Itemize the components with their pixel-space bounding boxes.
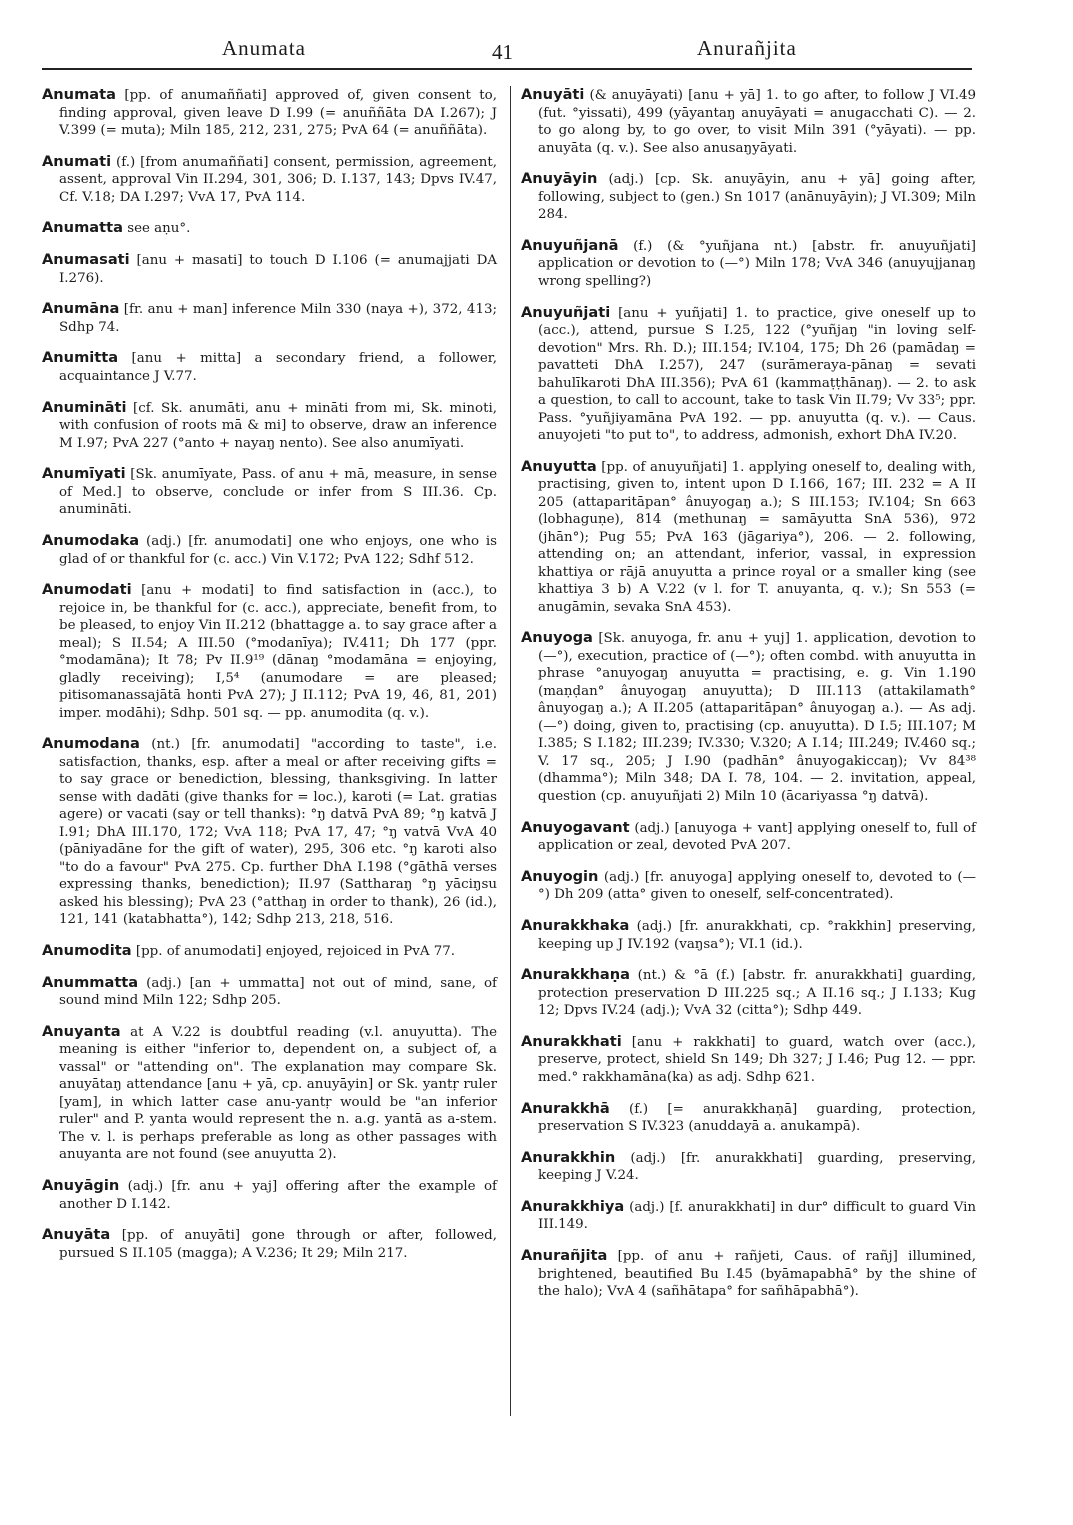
dictionary-entry xyxy=(42,153,497,207)
entry-headword: Anuyanta xyxy=(42,1022,121,1040)
entry-headword: Anumināti xyxy=(42,398,127,416)
entry-body: (adj.) [an + ummatta] not out of mind, sane, of sound mind Miln 122; Sdhp 205. xyxy=(59,975,497,1009)
entry-headword: Anurakkhin xyxy=(521,1148,616,1166)
column-divider xyxy=(510,86,511,1416)
dictionary-entry xyxy=(42,300,497,336)
running-header xyxy=(0,36,1073,68)
dictionary-entry xyxy=(42,1023,497,1164)
dictionary-entry xyxy=(521,966,976,1020)
entry-headword: Anurakkhati xyxy=(521,1032,622,1050)
entry-body: [anu + modati] to find satisfaction in (acc.), to rejoice in, be thankful for (c. acc.), appreciate, benefit from, to be pleased, to enjoy Vin II.212 (bhattagge a. to say grace after a meal); S II.54; A III.50 (°modanīya); IV.411; Dh 177 (ppr. °modamāna); It 78; Pv II.9¹⁹ (dānaŋ °modamāna = enjoying, gladly receiving); I,5⁴ (anumodare = are pleased; pitisomanassajātā honti PvA 27); J II.112; PvA 19, 46, 81, 201) imper. modāhi); Sdhp. 501 sq. — pp. anumodita (q. v.). xyxy=(59,583,497,721)
dictionary-entry xyxy=(521,1247,976,1301)
dictionary-entry xyxy=(521,917,976,953)
entry-body: at A V.22 is doubtful reading (v.l. anuyutta). The meaning is either "inferior to, dependent on, a subject of, a vassal" or "attending on". The explanation may compare Sk. anuyātaŋ attendance [anu + yā, cp. anuyāyin] or Sk. yantṛ ruler [yam], in which latter case anu-yantṛ would be "an inferior ruler" and P. yanta would represent the n. a.g. yantā as a-stem. The v. l. is perhaps preferable as long as other passages with anuyanta are not found (see anuyutta 2). xyxy=(59,1024,497,1163)
entry-headword: Anuyāgin xyxy=(42,1177,120,1195)
entry-body: [anu + yuñjati] 1. to practice, give oneself up to (acc.), attend, pursue S I.25, 122 (°yuñjaŋ "in loving self-devotion" Mrs. Rh. D.); III.154; IV.104, 175; Dh 26 (pamādaŋ = pavatteti DhA I.257), 247 (surāmeraya-pānaŋ = sevati bahulīkaroti DhA III.356); PvA 61 (kammaṭṭhānaŋ). — 2. to ask a question, to call to account, take to task Vin II.79; Vv 33⁵; ppr. Pass. °yuñjiyamāna PvA 192. — pp. anuyutta (q. v.). — Caus. anuyojeti "to put to", to address, admonish, exhort DhA IV.20. xyxy=(538,305,976,444)
dictionary-entry xyxy=(42,532,497,568)
entry-body: (f.) (& °yuñjana nt.) [abstr. fr. anuyuñjati] application or devotion to (—°) Miln 178; VvA 346 (anuyujjanaŋ wrong spelling?) xyxy=(538,238,976,289)
dictionary-entry xyxy=(42,251,497,287)
entry-headword: Anurakkhiya xyxy=(521,1197,625,1215)
dictionary-entry xyxy=(42,581,497,722)
entry-headword: Anumata xyxy=(42,86,116,103)
entry-headword: Anurakkhaka xyxy=(521,917,630,934)
dictionary-entry xyxy=(42,465,497,519)
dictionary-entry xyxy=(42,974,497,1010)
entry-headword: Anumodana xyxy=(42,735,140,753)
dictionary-entry xyxy=(521,304,976,445)
dictionary-entry xyxy=(42,399,497,453)
entry-body: (nt.) [fr. anumodati] "according to taste", i.e. satisfaction, thanks, esp. after a meal or after receiving gifts = to say grace or benediction, blessing, thanksgiving. In latter sense with dadāti (give thanks for = loc.), karoti (= Lat. gratias agere) or vacati (say or tell thanks): °ŋ datvā PvA 89; °ŋ katvā J I.91; DhA III.170, 172; VvA 118; PvA 17, 47; °ŋ vatvā VvA 40 (pāniyadāne for the gift of water), 295, 306 etc. °ŋ karoti also "to do a favour" PvA 275. Cp. further DhA I.198 (°gāthā verses expressing thanks, benediction); II.97 (Sattharaŋ °ŋ yāciŋsu asked his blessing); PvA 23 (°atthaŋ in order to thank), 26 (id.), 121, 141 (katabhatta°), 142; Sdhp 213, 218, 516. xyxy=(59,737,497,928)
entry-body: (adj.) [fr. anu + yaj] offering after the example of another D I.142. xyxy=(59,1179,497,1212)
entry-body: [anu + mitta] a secondary friend, a follower, acquaintance J V.77. xyxy=(59,351,497,384)
entry-headword: Anuyāti xyxy=(521,86,585,103)
entry-body: [cf. Sk. anumāti, anu + mināti from mi, Sk. minoti, with confusion of roots mā & mi] to observe, draw an inference M I.97; PvA 227 (°anto + nayaŋ nento). See also anumīyati. xyxy=(59,400,497,451)
dictionary-entry xyxy=(42,735,497,929)
entry-body: (f.) [from anumaññati] consent, permission, agreement, assent, approval Vin II.294, 301, 306; D. I.137, 143; Dpvs IV.47, Cf. V.18; DA I.297; VvA 17, PvA 114. xyxy=(59,154,497,205)
right-guide-word: Anurañjita xyxy=(697,36,797,60)
dictionary-entry xyxy=(42,219,497,238)
dictionary-entry xyxy=(42,86,497,140)
entry-headword: Anuyuñjanā xyxy=(521,236,619,254)
dictionary-entry xyxy=(521,86,976,157)
header-rule xyxy=(42,68,972,70)
entry-headword: Anurañjita xyxy=(521,1247,608,1265)
dictionary-entry xyxy=(521,1100,976,1136)
entry-body: (adj.) [anuyoga + vant] applying oneself to, full of application or zeal, devoted PvA 207. xyxy=(538,820,976,854)
entry-headword: Anumasati xyxy=(42,251,130,269)
dictionary-entry xyxy=(521,1149,976,1185)
dictionary-entry xyxy=(521,458,976,617)
entry-body: see aṇu°. xyxy=(122,221,191,237)
entry-headword: Anuyāta xyxy=(42,1226,111,1244)
dictionary-entry xyxy=(521,629,976,805)
entry-headword: Anurakkhaṇa xyxy=(521,966,631,984)
entry-headword: Anumodaka xyxy=(42,532,140,549)
right-column xyxy=(521,86,976,1314)
entry-body: (adj.) [fr. anuyoga] applying oneself to, devoted to (—°) Dh 209 (atta° given to oneself, self-concentrated). xyxy=(538,869,976,903)
entry-headword: Anuyogin xyxy=(521,867,599,885)
entry-headword: Anuyogavant xyxy=(521,818,630,836)
entry-headword: Anurakkhā xyxy=(521,1099,610,1117)
entry-headword: Anuyutta xyxy=(521,457,597,475)
entry-body: [pp. of anuyāti] gone through or after, followed, pursued S II.105 (magga); A V.236; It 29; Miln 217. xyxy=(59,1228,497,1261)
dictionary-entry xyxy=(42,1177,497,1213)
dictionary-entry xyxy=(521,1198,976,1234)
page-number: 41 xyxy=(492,40,513,64)
entry-body: (adj.) [fr. anurakkhati] guarding, preserving, keeping J V.24. xyxy=(538,1150,976,1184)
entry-headword: Anummatta xyxy=(42,973,139,991)
entry-headword: Anumitta xyxy=(42,349,119,367)
entry-headword: Anumatta xyxy=(42,219,123,237)
entry-headword: Anumodati xyxy=(42,581,132,599)
dictionary-entry xyxy=(42,1226,497,1262)
entry-body: [pp. of anu + rañjeti, Caus. of rañj] illumined, brightened, beautified Bu I.45 (byāmapabhā° by the shine of the halo); VvA 4 (sañhātapa° for sañhāpabhā°). xyxy=(538,1249,976,1300)
entry-headword: Anuyāyin xyxy=(521,170,598,188)
dictionary-entry xyxy=(521,170,976,224)
entry-body: (& anuyāyati) [anu + yā] 1. to go after, to follow J VI.49 (fut. °yissati), 499 (yāyantaŋ anuyāyati = anugacchati C). — 2. to go along by, to go over, to visit Miln 391 (°yāyati). — pp. anuyāta (q. v.). See also anusaŋyāyati. xyxy=(538,88,976,156)
entry-headword: Anumati xyxy=(42,152,112,170)
entry-body: [pp. of anuyuñjati] 1. applying oneself to, dealing with, practising, given to, intent upon D I.166, 167; III. 232 = A II 205 (attaparitāpan° ânuyogaŋ a.); S III.153; IV.104; Sn 663 (lobhaguṇe), 814 (methunaŋ = samāyutta SnA 536), 972 (jhān°); Pug 55; PvA 163 (jāgariya°), 206. — 2. following, attending on; an attendant, inferior, vassal, in expression khattiya or rājā anuyutta a prince royal or a smaller king (see khattiya 3 b) A V.22 (v l. for T. anuyanta, q. v.); Sn 553 (= anugāmin, sevaka SnA 453). xyxy=(538,459,976,615)
entry-body: [pp. of anumodati] enjoyed, rejoiced in PvA 77. xyxy=(131,944,456,960)
entry-body: [pp. of anumaññati] approved of, given consent to, finding approval, given leave D I.99 (= anuññāta DA I.267); J V.399 (= muta); Miln 185, 212, 231, 275; PvA 64 (= anuññāta). xyxy=(59,88,497,138)
dictionary-entry xyxy=(521,819,976,855)
left-guide-word: Anumata xyxy=(222,36,306,60)
entry-body: (nt.) & °ā (f.) [abstr. fr. anurakkhati] guarding, protection preservation D III.225 sq.; A II.16 sq.; J I.133; Kug 12; Dpvs IV.24 (adj.); VvA 32 (citta°); Sdhp 449. xyxy=(538,968,976,1019)
entry-body: [Sk. anuyoga, fr. anu + yuj] 1. application, devotion to (—°), execution, practice of (—°); often combd. with anuyutta in phrase °anuyogaŋ anuyutta = practising, e. g. Vin 1.190 (maṇḍan° ânuyogaŋ anuyutta); D III.113 (attakilamath° ânuyogaŋ a.); A II.205 (attaparitāpan° ânuyogaŋ a.). — As adj. (—°) doing, given to, practising (cp. anuyutta). D I.5; III.107; M I.385; S I.182; III.239; IV.330; V.320; A I.14; III.249; IV.460 sq.; V. 17 sq., 205; J I.90 (padhān° ânuyogakiccaŋ); Vv 84³⁸ (dhamma°); Miln 348; DA I. 78, 104. — 2. invitation, appeal, question (cp. anuyuñjati 2) Miln 10 (ācariyassa °ŋ datvā). xyxy=(538,631,976,804)
entry-headword: Anumodita xyxy=(42,942,132,960)
entry-headword: Anumāna xyxy=(42,300,120,318)
entry-body: (adj.) [fr. anumodati] one who enjoys, one who is glad of or thankful for (c. acc.) Vin V.172; PvA 122; Sdhf 512. xyxy=(59,534,497,567)
entry-headword: Anuyoga xyxy=(521,629,593,647)
dictionary-entry xyxy=(42,349,497,385)
entry-headword: Anuyuñjati xyxy=(521,303,611,321)
dictionary-entry xyxy=(521,868,976,904)
entry-body: (f.) [= anurakkhaṇā] guarding, protection, preservation S IV.323 (anuddayā a. anukampā). xyxy=(538,1101,976,1135)
dictionary-entry xyxy=(521,237,976,291)
dictionary-entry xyxy=(521,1033,976,1087)
entry-headword: Anumīyati xyxy=(42,465,126,483)
left-column xyxy=(42,86,497,1276)
entry-body: [anu + masati] to touch D I.106 (= anumajjati DA I.276). xyxy=(59,253,497,286)
entry-body: (adj.) [fr. anurakkhati, cp. °rakkhin] preserving, keeping up J IV.192 (vaŋsa°); VI.1 (id.). xyxy=(538,919,976,952)
dictionary-entry xyxy=(42,942,497,961)
entry-body: (adj.) [cp. Sk. anuyāyin, anu + yā] going after, following, subject to (gen.) Sn 1017 (anānuyāyin); J VI.309; Miln 284. xyxy=(538,172,976,223)
entry-body: [Sk. anumīyate, Pass. of anu + mā, measure, in sense of Med.] to observe, conclude or infer from S III.36. Cp. anumināti. xyxy=(59,467,497,518)
entry-body: (adj.) [f. anurakkhati] in dur° difficult to guard Vin III.149. xyxy=(538,1199,976,1233)
entry-body: [anu + rakkhati] to guard, watch over (acc.), preserve, protect, shield Sn 149; Dh 327; J I.46; Pug 12. — ppr. med.° rakkhamāna(ka) as adj. Sdhp 621. xyxy=(538,1034,976,1085)
entry-body: [fr. anu + man] inference Miln 330 (naya +), 372, 413; Sdhp 74. xyxy=(59,302,497,335)
